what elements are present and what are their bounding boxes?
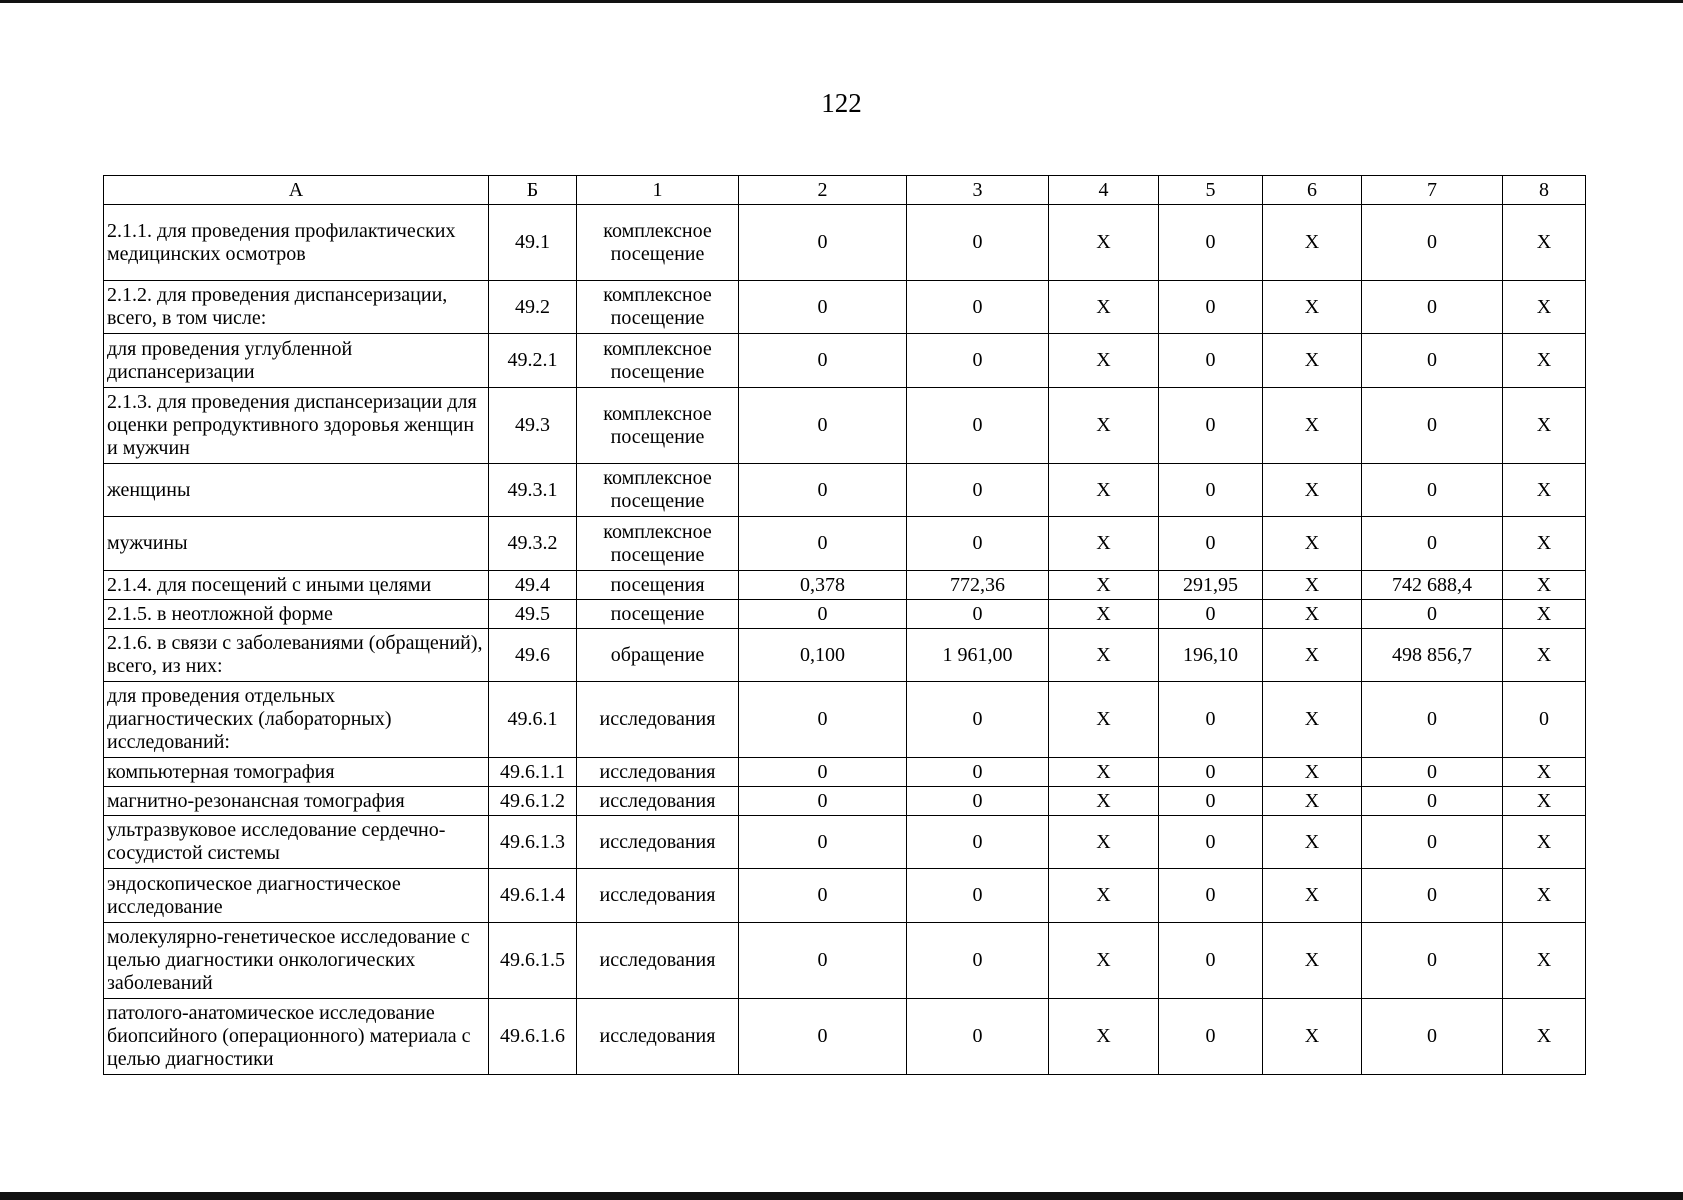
table-row — [104, 682, 1586, 758]
cell-unit: исследования — [577, 758, 739, 787]
cell-col-5: 0 — [1159, 923, 1263, 999]
cell-col-7: 0 — [1362, 787, 1503, 816]
table-row — [104, 334, 1586, 388]
cell-col-5: 196,10 — [1159, 629, 1263, 682]
cell-col-8: Х — [1503, 816, 1586, 869]
cell-col-4: Х — [1049, 388, 1159, 464]
cell-col-8: Х — [1503, 923, 1586, 999]
cell-col-8: Х — [1503, 758, 1586, 787]
cell-col-4: Х — [1049, 571, 1159, 600]
cell-col-3: 0 — [907, 923, 1049, 999]
cell-col-3: 0 — [907, 816, 1049, 869]
cell-col-6: Х — [1263, 205, 1362, 281]
cell-col-8: Х — [1503, 629, 1586, 682]
cell-col-6: Х — [1263, 571, 1362, 600]
cell-col-6: Х — [1263, 787, 1362, 816]
cell-code: 49.3 — [489, 388, 577, 464]
cell-col-6: Х — [1263, 517, 1362, 571]
cell-col-3: 0 — [907, 334, 1049, 388]
cell-col-6: Х — [1263, 682, 1362, 758]
cell-col-4: Х — [1049, 923, 1159, 999]
header-cell-a: А — [104, 176, 489, 205]
cell-col-5: 0 — [1159, 464, 1263, 517]
cell-col-8: Х — [1503, 334, 1586, 388]
cell-unit: посещение — [577, 600, 739, 629]
cell-col-3: 0 — [907, 869, 1049, 923]
table-row — [104, 999, 1586, 1075]
cell-col-8: Х — [1503, 787, 1586, 816]
cell-code: 49.6.1.1 — [489, 758, 577, 787]
cell-col-2: 0 — [739, 334, 907, 388]
cell-col-3: 0 — [907, 682, 1049, 758]
cell-description: 2.1.5. в неотложной форме — [104, 600, 489, 629]
cell-col-5: 0 — [1159, 869, 1263, 923]
cell-unit: обращение — [577, 629, 739, 682]
cell-col-4: Х — [1049, 281, 1159, 334]
header-cell-8: 8 — [1503, 176, 1586, 205]
cell-code: 49.3.1 — [489, 464, 577, 517]
cell-description: для проведения отдельных диагностических (лабораторных) исследований: — [104, 682, 489, 758]
cell-col-2: 0 — [739, 999, 907, 1075]
header-cell-b: Б — [489, 176, 577, 205]
cell-col-2: 0 — [739, 787, 907, 816]
cell-col-6: Х — [1263, 334, 1362, 388]
cell-description: 2.1.1. для проведения профилактических медицинских осмотров — [104, 205, 489, 281]
cell-col-5: 0 — [1159, 388, 1263, 464]
cell-col-2: 0 — [739, 816, 907, 869]
cell-col-7: 0 — [1362, 758, 1503, 787]
cell-col-8: Х — [1503, 281, 1586, 334]
cell-col-4: Х — [1049, 205, 1159, 281]
table-row — [104, 517, 1586, 571]
cell-col-5: 291,95 — [1159, 571, 1263, 600]
cell-col-5: 0 — [1159, 758, 1263, 787]
cell-col-6: Х — [1263, 281, 1362, 334]
cell-description: молекулярно-генетическое исследование с целью диагностики онкологических заболеваний — [104, 923, 489, 999]
cell-unit: комплексное посещение — [577, 388, 739, 464]
cell-col-5: 0 — [1159, 334, 1263, 388]
cell-col-4: Х — [1049, 334, 1159, 388]
table-row — [104, 816, 1586, 869]
cell-col-7: 0 — [1362, 600, 1503, 629]
table-row — [104, 869, 1586, 923]
cell-col-4: Х — [1049, 682, 1159, 758]
cell-description: патолого-анатомическое исследование биопсийного (операционного) материала с целью диагностики — [104, 999, 489, 1075]
cell-description: ультразвуковое исследование сердечно-сосудистой системы — [104, 816, 489, 869]
cell-col-3: 0 — [907, 999, 1049, 1075]
cell-unit: исследования — [577, 787, 739, 816]
cell-col-6: Х — [1263, 923, 1362, 999]
cell-col-2: 0 — [739, 923, 907, 999]
scan-border-bottom — [0, 1192, 1683, 1200]
cell-code: 49.6.1.5 — [489, 923, 577, 999]
cell-description: мужчины — [104, 517, 489, 571]
cell-col-8: Х — [1503, 600, 1586, 629]
cell-description: 2.1.2. для проведения диспансеризации, всего, в том числе: — [104, 281, 489, 334]
cell-code: 49.6 — [489, 629, 577, 682]
cell-col-5: 0 — [1159, 999, 1263, 1075]
cell-unit: исследования — [577, 869, 739, 923]
cell-col-2: 0 — [739, 281, 907, 334]
cell-col-5: 0 — [1159, 205, 1263, 281]
cell-col-4: Х — [1049, 787, 1159, 816]
cell-col-2: 0 — [739, 869, 907, 923]
cell-col-4: Х — [1049, 758, 1159, 787]
cell-col-3: 0 — [907, 281, 1049, 334]
cell-col-4: Х — [1049, 629, 1159, 682]
cell-col-7: 0 — [1362, 923, 1503, 999]
cell-col-3: 0 — [907, 787, 1049, 816]
cell-col-7: 0 — [1362, 682, 1503, 758]
cell-col-4: Х — [1049, 999, 1159, 1075]
header-cell-1: 1 — [577, 176, 739, 205]
header-cell-2: 2 — [739, 176, 907, 205]
table-row — [104, 923, 1586, 999]
cell-col-3: 0 — [907, 205, 1049, 281]
cell-col-7: 742 688,4 — [1362, 571, 1503, 600]
cell-unit: комплексное посещение — [577, 464, 739, 517]
cell-code: 49.6.1 — [489, 682, 577, 758]
table-row — [104, 205, 1586, 281]
table-row — [104, 600, 1586, 629]
cell-description: 2.1.4. для посещений с иными целями — [104, 571, 489, 600]
cell-col-8: Х — [1503, 999, 1586, 1075]
cell-col-8: Х — [1503, 571, 1586, 600]
cell-col-7: 0 — [1362, 205, 1503, 281]
header-cell-4: 4 — [1049, 176, 1159, 205]
cell-col-3: 0 — [907, 464, 1049, 517]
cell-col-6: Х — [1263, 869, 1362, 923]
cell-col-3: 0 — [907, 388, 1049, 464]
cell-col-2: 0 — [739, 205, 907, 281]
cell-col-4: Х — [1049, 517, 1159, 571]
cell-col-5: 0 — [1159, 787, 1263, 816]
cell-col-7: 498 856,7 — [1362, 629, 1503, 682]
cell-col-3: 0 — [907, 600, 1049, 629]
cell-description: магнитно-резонансная томография — [104, 787, 489, 816]
cell-col-5: 0 — [1159, 517, 1263, 571]
cell-col-7: 0 — [1362, 388, 1503, 464]
cell-code: 49.6.1.6 — [489, 999, 577, 1075]
table-row — [104, 758, 1586, 787]
cell-col-7: 0 — [1362, 869, 1503, 923]
cell-col-3: 1 961,00 — [907, 629, 1049, 682]
table-row — [104, 787, 1586, 816]
cell-unit: комплексное посещение — [577, 281, 739, 334]
cell-unit: исследования — [577, 816, 739, 869]
table-row — [104, 464, 1586, 517]
cell-col-2: 0 — [739, 758, 907, 787]
cell-col-7: 0 — [1362, 816, 1503, 869]
cell-unit: комплексное посещение — [577, 205, 739, 281]
cell-code: 49.4 — [489, 571, 577, 600]
cell-col-2: 0,100 — [739, 629, 907, 682]
cell-unit: посещения — [577, 571, 739, 600]
data-table — [103, 175, 1586, 1075]
cell-col-3: 772,36 — [907, 571, 1049, 600]
cell-code: 49.6.1.3 — [489, 816, 577, 869]
cell-col-8: 0 — [1503, 682, 1586, 758]
cell-col-5: 0 — [1159, 816, 1263, 869]
cell-code: 49.1 — [489, 205, 577, 281]
header-cell-5: 5 — [1159, 176, 1263, 205]
table-row — [104, 629, 1586, 682]
cell-col-6: Х — [1263, 629, 1362, 682]
cell-col-8: Х — [1503, 205, 1586, 281]
cell-col-6: Х — [1263, 758, 1362, 787]
cell-col-4: Х — [1049, 464, 1159, 517]
cell-col-6: Х — [1263, 816, 1362, 869]
table-row — [104, 571, 1586, 600]
cell-col-8: Х — [1503, 388, 1586, 464]
cell-description: компьютерная томография — [104, 758, 489, 787]
cell-unit: исследования — [577, 682, 739, 758]
scan-border-top — [0, 0, 1683, 3]
cell-code: 49.6.1.2 — [489, 787, 577, 816]
header-cell-6: 6 — [1263, 176, 1362, 205]
cell-col-2: 0 — [739, 388, 907, 464]
cell-col-3: 0 — [907, 758, 1049, 787]
table-row — [104, 281, 1586, 334]
cell-description: женщины — [104, 464, 489, 517]
cell-col-7: 0 — [1362, 999, 1503, 1075]
cell-col-5: 0 — [1159, 682, 1263, 758]
cell-col-2: 0 — [739, 682, 907, 758]
cell-col-6: Х — [1263, 388, 1362, 464]
header-cell-3: 3 — [907, 176, 1049, 205]
cell-col-7: 0 — [1362, 517, 1503, 571]
cell-description: для проведения углубленной диспансеризации — [104, 334, 489, 388]
table-row — [104, 388, 1586, 464]
header-row — [104, 176, 1586, 205]
cell-col-7: 0 — [1362, 281, 1503, 334]
cell-unit: исследования — [577, 999, 739, 1075]
cell-col-2: 0,378 — [739, 571, 907, 600]
cell-code: 49.5 — [489, 600, 577, 629]
cell-description: 2.1.6. в связи с заболеваниями (обращений), всего, из них: — [104, 629, 489, 682]
cell-col-5: 0 — [1159, 281, 1263, 334]
header-cell-7: 7 — [1362, 176, 1503, 205]
cell-unit: исследования — [577, 923, 739, 999]
cell-col-8: Х — [1503, 464, 1586, 517]
cell-col-2: 0 — [739, 600, 907, 629]
page-number: 122 — [821, 88, 862, 118]
cell-col-8: Х — [1503, 869, 1586, 923]
cell-unit: комплексное посещение — [577, 334, 739, 388]
cell-col-6: Х — [1263, 464, 1362, 517]
cell-description: 2.1.3. для проведения диспансеризации для оценки репродуктивного здоровья женщин и мужчин — [104, 388, 489, 464]
cell-col-3: 0 — [907, 517, 1049, 571]
cell-col-4: Х — [1049, 816, 1159, 869]
cell-col-2: 0 — [739, 517, 907, 571]
cell-col-7: 0 — [1362, 334, 1503, 388]
cell-unit: комплексное посещение — [577, 517, 739, 571]
cell-col-6: Х — [1263, 999, 1362, 1075]
cell-col-7: 0 — [1362, 464, 1503, 517]
cell-code: 49.6.1.4 — [489, 869, 577, 923]
cell-col-2: 0 — [739, 464, 907, 517]
cell-description: эндоскопическое диагностическое исследование — [104, 869, 489, 923]
cell-col-8: Х — [1503, 517, 1586, 571]
cell-col-5: 0 — [1159, 600, 1263, 629]
cell-col-4: Х — [1049, 600, 1159, 629]
cell-code: 49.2.1 — [489, 334, 577, 388]
cell-code: 49.2 — [489, 281, 577, 334]
cell-col-4: Х — [1049, 869, 1159, 923]
cell-code: 49.3.2 — [489, 517, 577, 571]
cell-col-6: Х — [1263, 600, 1362, 629]
